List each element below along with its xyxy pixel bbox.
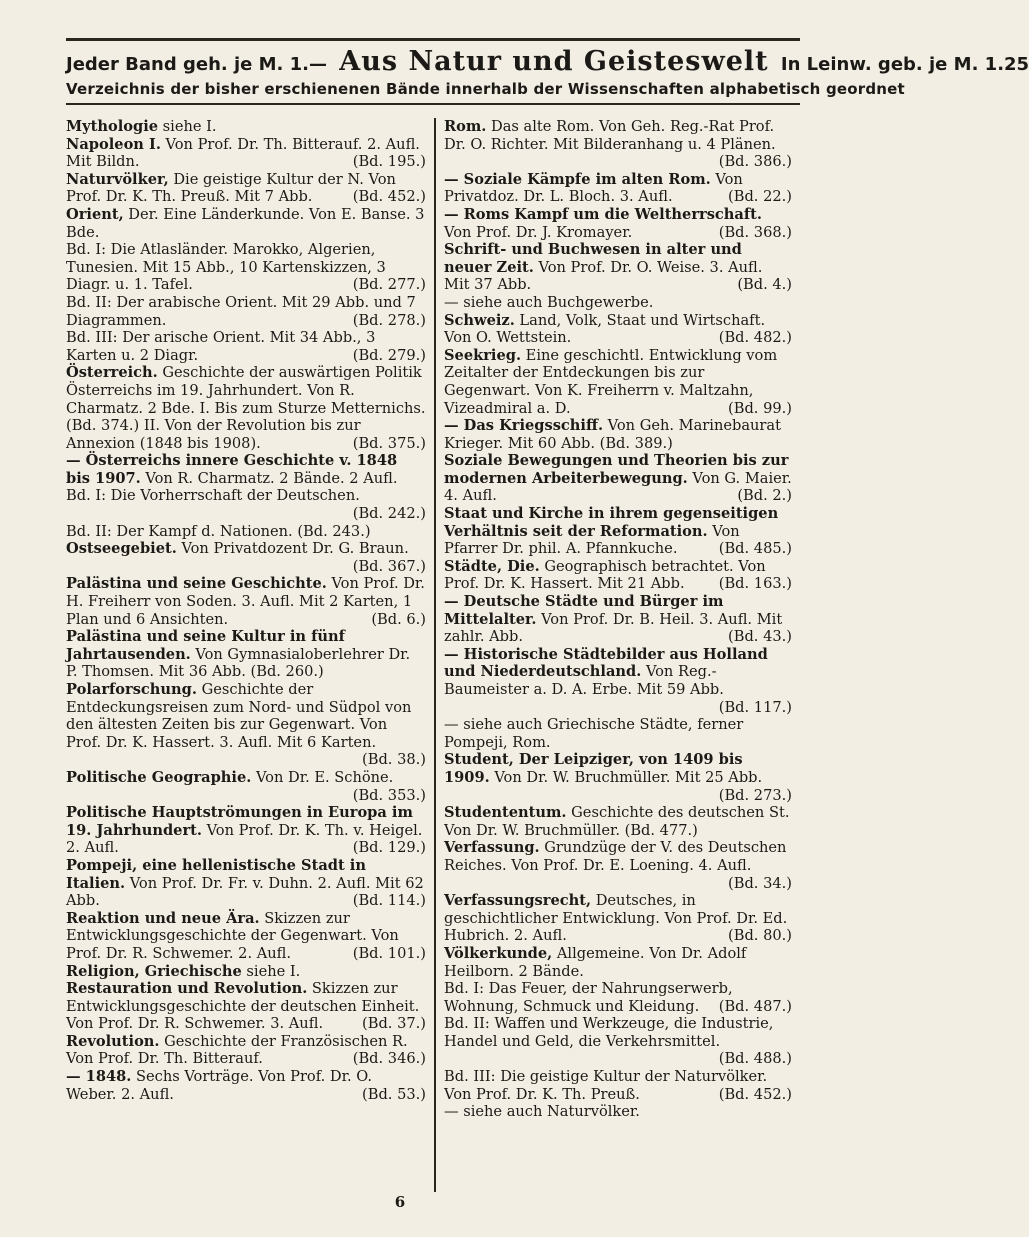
- index-entry: [444, 646, 792, 716]
- volume-number: (Bd. 80.): [728, 927, 792, 945]
- series-title: Aus Natur und Geisteswelt: [339, 46, 769, 77]
- index-entry: [66, 171, 426, 206]
- index-entry: [444, 1068, 792, 1103]
- index-entry: [66, 329, 426, 364]
- entry-heading: Napoleon I.: [66, 135, 161, 153]
- entry-text: Bd. III: Die geistige Kultur der Naturvölker. Von Prof. Dr. K. Th. Preuß.: [444, 1068, 768, 1103]
- index-entry: [444, 945, 792, 980]
- entry-heading: Mythologie: [66, 118, 159, 135]
- volume-number: (Bd. 38.): [362, 751, 426, 769]
- entry-heading: Pompeji, eine hellenistische Stadt in Italien.: [66, 856, 366, 892]
- volume-number: (Bd. 129.): [352, 839, 426, 857]
- entry-heading: Politische Hauptströmungen in Europa im 19. Jahrhundert.: [66, 804, 413, 839]
- entry-text: Von Gymnasialoberlehrer Dr. P. Thomsen. Mit 36 Abb. (Bd. 260.): [66, 645, 411, 681]
- entry-text: Geographisch betrachtet. Von Prof. Dr. K. Hassert. Mit 21 Abb.: [444, 557, 766, 593]
- entry-text: Geschichte des deutschen St. Von Dr. W. Bruchmüller. (Bd. 477.): [444, 804, 790, 839]
- entry-text: Von Geh. Marinebaurat Krieger. Mit 60 Abb. (Bd. 389.): [444, 417, 781, 452]
- index-entry: [444, 312, 792, 347]
- entry-heading: Revolution.: [66, 1032, 160, 1050]
- entry-text: — siehe auch Griechische Städte, ferner Pompeji, Rom.: [444, 716, 744, 751]
- entry-heading: — Roms Kampf um die Weltherrschaft.: [444, 205, 762, 223]
- entry-heading: Palästina und seine Kultur in fünf Jahrtausenden.: [66, 628, 345, 663]
- index-entry: [444, 1015, 792, 1068]
- index-entry: [444, 980, 792, 1015]
- volume-number: (Bd. 99.): [728, 399, 792, 417]
- volume-number: (Bd. 4.): [737, 276, 792, 294]
- index-entry: [66, 1033, 426, 1068]
- entry-heading: Schrift- und Buchwesen in alter und neuer Zeit.: [444, 241, 742, 276]
- entry-text: Von R. Charmatz. 2 Bände. 2 Aufl.: [140, 469, 398, 487]
- index-entry: [444, 347, 792, 417]
- index-entry: [444, 505, 792, 558]
- index-entry: [66, 963, 426, 981]
- index-entry: [444, 716, 792, 751]
- entry-text: Bd. I: Die Vorherrschaft der Deutschen.: [66, 487, 360, 505]
- entry-text: Die geistige Kultur der N. Von Prof. Dr. K. Th. Preuß. Mit 7 Abb.: [66, 170, 396, 206]
- volume-number: (Bd. 452.): [352, 188, 426, 206]
- entry-text: Sechs Vorträge. Von Prof. Dr. O. Weber. 2. Aufl.: [66, 1068, 372, 1103]
- entry-text: siehe I.: [158, 118, 217, 135]
- volume-number: (Bd. 43.): [728, 628, 792, 646]
- entry-text: Von G. Maier. 4. Aufl.: [444, 469, 792, 505]
- entry-text: Von Reg.-Baumeister a. D. A. Erbe. Mit 59 Abb.: [444, 663, 724, 698]
- entry-heading: Orient,: [66, 205, 124, 223]
- index-entry: [444, 839, 792, 892]
- volume-number: (Bd. 278.): [352, 311, 426, 329]
- index-entry: [444, 206, 792, 241]
- entry-heading: Studententum.: [444, 804, 567, 822]
- entry-text: Skizzen zur Entwicklungsgeschichte der Gegenwart. Von Prof. Dr. R. Schwemer. 2. Aufl.: [66, 909, 399, 962]
- entry-text: Skizzen zur Entwicklungsgeschichte der deutschen Einheit. Von Prof. Dr. R. Schwemer. 3. Aufl.: [66, 980, 420, 1033]
- volume-number: (Bd. 485.): [718, 540, 792, 558]
- entry-heading: Staat und Kirche in ihrem gegenseitigen Verhältnis seit der Reformation.: [444, 505, 779, 540]
- index-subtitle: Verzeichnis der bisher erschienenen Bände innerhalb der Wissenschaften alphabetisch geordnet: [66, 80, 905, 98]
- entry-text: Das alte Rom. Von Geh. Reg.-Rat Prof. Dr. O. Richter. Mit Bilderanhang u. 4 Plänen.: [444, 118, 776, 153]
- index-entry: [66, 118, 426, 136]
- price-cloth: In Leinw. geb. je M. 1.25: [780, 54, 1029, 75]
- volume-number: (Bd. 163.): [718, 575, 792, 593]
- index-entry: [66, 241, 426, 294]
- price-paper: Jeder Band geh. je M. 1.—: [66, 54, 328, 75]
- volume-number: (Bd. 117.): [718, 698, 792, 716]
- entry-text: Von Dr. E. Schöne.: [251, 768, 394, 786]
- index-entry: [444, 751, 792, 804]
- index-entry: [444, 804, 792, 839]
- volume-number: (Bd. 242.): [352, 505, 426, 523]
- volume-number: (Bd. 353.): [352, 786, 426, 804]
- volume-number: (Bd. 487.): [718, 997, 792, 1015]
- entry-text: siehe I.: [241, 962, 301, 980]
- entry-text: Von Privatdoz. Dr. L. Bloch. 3. Aufl.: [444, 170, 743, 206]
- entry-text: Bd. II: Der arabische Orient. Mit 29 Abb. und 7 Diagrammen.: [66, 293, 416, 329]
- volume-number: (Bd. 101.): [352, 944, 426, 962]
- header-rule: [66, 103, 800, 105]
- volume-number: (Bd. 273.): [718, 786, 792, 804]
- volume-number: (Bd. 195.): [352, 153, 426, 171]
- left-column: [66, 118, 426, 1188]
- index-entry: [66, 452, 426, 487]
- page-number: 6: [394, 1193, 406, 1211]
- index-entry: [66, 523, 426, 541]
- index-entry: [66, 575, 426, 628]
- entry-text: Von Prof. Dr. J. Kromayer.: [444, 223, 633, 241]
- top-rule: [66, 38, 800, 41]
- index-entry: [66, 294, 426, 329]
- entry-text: Von Prof. Dr. H. Freiherr von Soden. 3. Aufl. Mit 2 Karten, 1 Plan und 6 Ansichten.: [66, 575, 425, 628]
- index-entry: [66, 206, 426, 241]
- entry-heading: — Deutsche Städte und Bürger im Mittelalter.: [444, 593, 724, 628]
- volume-number: (Bd. 488.): [718, 1050, 792, 1068]
- entry-text: Bd. I: Das Feuer, der Nahrungserwerb, Wohnung, Schmuck und Kleidung.: [444, 980, 733, 1015]
- entry-text: Von Pfarrer Dr. phil. A. Pfannkuche.: [444, 522, 740, 558]
- entry-heading: Reaktion und neue Ära.: [66, 909, 260, 927]
- entry-heading: Polarforschung.: [66, 681, 197, 698]
- index-entry: [66, 364, 426, 452]
- entry-text: — siehe auch Naturvölker.: [444, 1103, 640, 1121]
- entry-heading: Verfassungsrecht,: [444, 892, 592, 910]
- entry-text: Bd. II: Der Kampf d. Nationen. (Bd. 243.): [66, 522, 371, 540]
- column-divider: [434, 118, 436, 1192]
- index-entry: [66, 540, 426, 575]
- entry-text: Von Prof. Dr. Fr. v. Duhn. 2. Aufl. Mit 62 Abb.: [66, 874, 424, 910]
- entry-heading: Rom.: [444, 118, 487, 135]
- index-entry: [66, 628, 426, 681]
- entry-text: Geschichte der Entdeckungsreisen zum Nord- und Südpol von den ältesten Zeiten bis zur Gegenwart. Von Prof. Dr. K. Hassert. 3. Aufl. Mit 6 Karten.: [66, 681, 412, 751]
- entry-text: Deutsches, in geschichtlicher Entwicklung. Von Prof. Dr. Ed. Hubrich. 2. Aufl.: [444, 892, 788, 945]
- entry-heading: Schweiz.: [444, 311, 515, 329]
- entry-text: — siehe auch Buchgewerbe.: [444, 293, 654, 311]
- volume-number: (Bd. 2.): [737, 487, 792, 505]
- volume-number: (Bd. 375.): [352, 434, 426, 452]
- index-entry: [66, 136, 426, 171]
- volume-number: (Bd. 279.): [352, 346, 426, 364]
- volume-number: (Bd. 386.): [718, 153, 792, 171]
- series-header: [66, 46, 1029, 77]
- entry-heading: Soziale Bewegungen und Theorien bis zur modernen Arbeiterbewegung.: [444, 452, 789, 487]
- entry-text: Bd. I: Die Atlasländer. Marokko, Algerien, Tunesien. Mit 15 Abb., 10 Kartenskizzen, 3 Diagr. u. 1. Tafel.: [66, 241, 386, 294]
- index-entry: [444, 1103, 792, 1121]
- index-entry: [66, 910, 426, 963]
- entry-text: Eine geschichtl. Entwicklung vom Zeitalter der Entdeckungen bis zur Gegenwart. Von K. Freiherrn v. Maltzahn, Vizeadmiral a. D.: [444, 346, 778, 417]
- entry-text: Von Dr. W. Bruchmüller. Mit 25 Abb.: [489, 768, 763, 786]
- volume-number: (Bd. 53.): [362, 1085, 426, 1103]
- entry-heading: Ostseegebiet.: [66, 540, 177, 558]
- entry-heading: Restauration und Revolution.: [66, 980, 308, 998]
- entry-heading: — Historische Städtebilder aus Holland und Niederdeutschland.: [444, 645, 768, 681]
- entry-text: Grundzüge der V. des Deutschen Reiches. Von Prof. Dr. E. Loening. 4. Aufl.: [444, 839, 787, 874]
- index-entry: [66, 857, 426, 910]
- volume-number: (Bd. 368.): [718, 223, 792, 241]
- volume-number: (Bd. 114.): [352, 892, 426, 910]
- volume-number: (Bd. 346.): [352, 1050, 426, 1068]
- volume-number: (Bd. 22.): [728, 188, 792, 206]
- entry-text: Geschichte der auswärtigen Politik Österreichs im 19. Jahrhundert. Von R. Charmatz. 2 Bde. I. Bis zum Sturze Metternichs. (Bd. 374.) II. Von der Revolution bis zur Annexion (1848 bis 1908).: [66, 364, 426, 452]
- entry-text: Geschichte der Französischen R. Von Prof. Dr. Th. Bitterauf.: [66, 1032, 408, 1068]
- entry-heading: — Das Kriegsschiff.: [444, 417, 604, 435]
- right-column: [444, 118, 792, 1188]
- entry-heading: Religion, Griechische: [66, 962, 242, 980]
- entry-heading: Städte, Die.: [444, 557, 540, 575]
- index-entry: [444, 593, 792, 646]
- entry-text: Bd. III: Der arische Orient. Mit 34 Abb., 3 Karten u. 2 Diagr.: [66, 329, 376, 364]
- entry-heading: Naturvölker,: [66, 170, 169, 188]
- index-entry: [444, 452, 792, 505]
- entry-heading: — Soziale Kämpfe im alten Rom.: [444, 170, 711, 188]
- index-entry: [444, 294, 792, 312]
- index-entry: [444, 241, 792, 294]
- volume-number: (Bd. 37.): [362, 1015, 426, 1033]
- volume-number: (Bd. 482.): [718, 329, 792, 347]
- index-entry: [66, 804, 426, 857]
- entry-text: Von Prof. Dr. O. Weise. 3. Aufl. Mit 37 Abb.: [444, 258, 763, 294]
- index-entry: [66, 487, 426, 522]
- volume-number: (Bd. 34.): [728, 874, 792, 892]
- entry-heading: — 1848.: [66, 1068, 132, 1086]
- index-entry: [66, 769, 426, 804]
- index-entry: [444, 171, 792, 206]
- entry-text: Von Prof. Dr. B. Heil. 3. Aufl. Mit zahlr. Abb.: [444, 610, 783, 646]
- entry-text: Von Prof. Dr. K. Th. v. Heigel. 2. Aufl.: [66, 821, 423, 857]
- volume-number: (Bd. 277.): [352, 276, 426, 294]
- volume-number: (Bd. 6.): [371, 610, 426, 628]
- entry-heading: Österreich.: [66, 364, 158, 382]
- index-entry: [444, 892, 792, 945]
- entry-text: Von Privatdozent Dr. G. Braun.: [176, 540, 409, 558]
- entry-heading: Student, Der Leipziger, von 1409 bis 1909.: [444, 751, 743, 786]
- entry-heading: Verfassung.: [444, 839, 540, 857]
- index-entry: [444, 417, 792, 452]
- entry-text: Bd. II: Waffen und Werkzeuge, die Industrie, Handel und Geld, die Verkehrsmittel.: [444, 1015, 774, 1050]
- entry-text: Von Prof. Dr. Th. Bitterauf. 2. Aufl. Mit Bildn.: [66, 135, 420, 171]
- entry-heading: Völkerkunde,: [444, 944, 553, 962]
- entry-text: Land, Volk, Staat und Wirtschaft. Von O. Wettstein.: [444, 311, 766, 347]
- volume-number: (Bd. 367.): [352, 557, 426, 575]
- index-entry: [66, 1068, 426, 1103]
- index-entry: [444, 558, 792, 593]
- volume-number: (Bd. 452.): [718, 1085, 792, 1103]
- entry-heading: Seekrieg.: [444, 346, 522, 364]
- entry-heading: Politische Geographie.: [66, 768, 252, 786]
- index-entry: [66, 980, 426, 1033]
- entry-heading: Palästina und seine Geschichte.: [66, 575, 327, 593]
- index-entry: [66, 681, 426, 769]
- entry-heading: — Österreichs innere Geschichte v. 1848 bis 1907.: [66, 452, 398, 487]
- index-entry: [444, 118, 792, 171]
- entry-text: Der. Eine Länderkunde. Von E. Banse. 3 Bde.: [66, 205, 425, 241]
- entry-text: Allgemeine. Von Dr. Adolf Heilborn. 2 Bände.: [444, 944, 747, 980]
